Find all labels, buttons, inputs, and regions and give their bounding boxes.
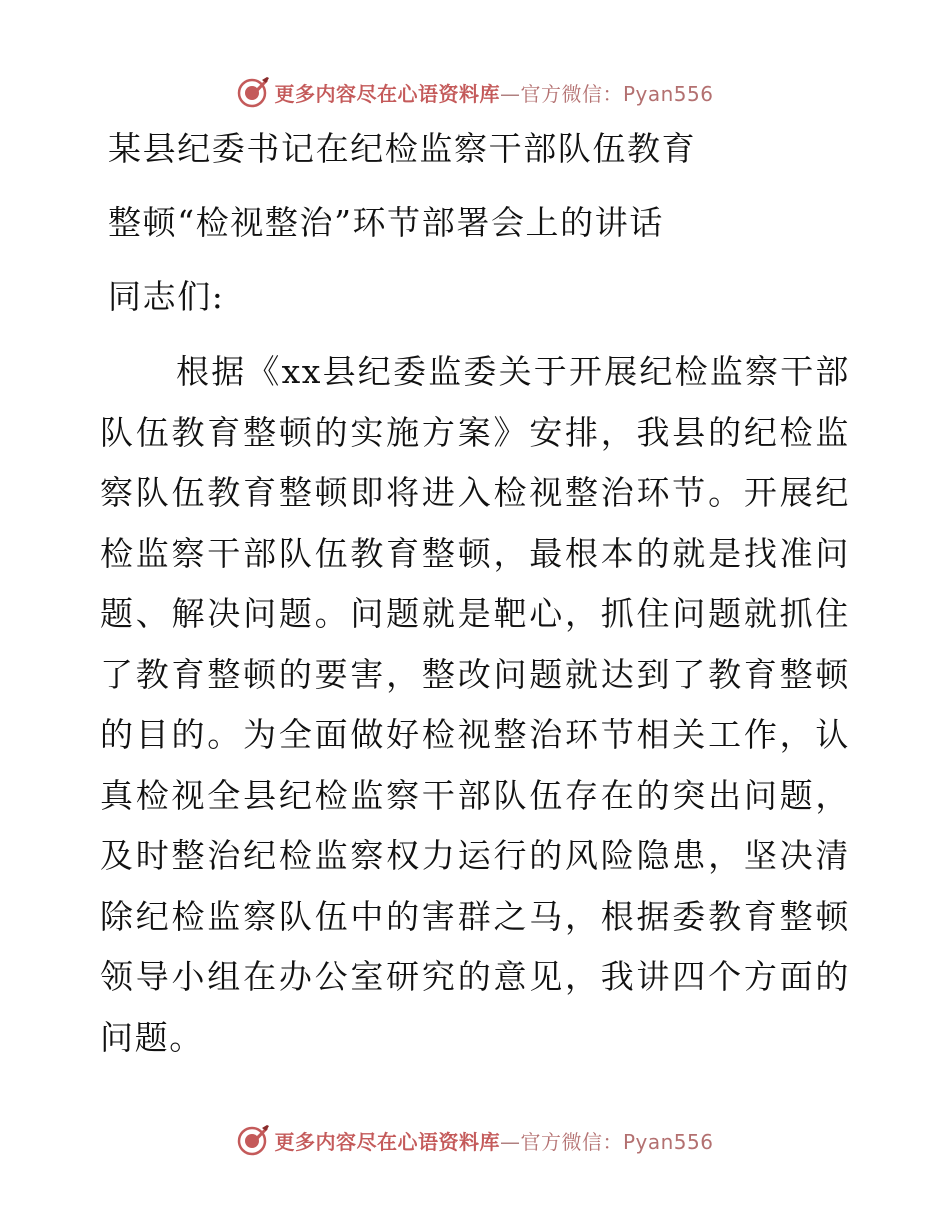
salutation: 同志们: xyxy=(108,277,225,316)
watermark-separator: — xyxy=(499,1129,521,1154)
quill-logo-icon xyxy=(236,1123,270,1157)
watermark-separator: — xyxy=(499,81,521,106)
watermark-brand: 更多内容尽在心语资料库 xyxy=(274,1129,500,1154)
quill-logo-icon xyxy=(236,75,270,109)
watermark-brand: 更多内容尽在心语资料库 xyxy=(274,81,500,106)
watermark-contact: 官方微信：Pyan556 xyxy=(520,1129,714,1154)
document-title-line-2: 整顿“检视整治”环节部署会上的讲话 xyxy=(108,203,664,242)
document-title-line-1: 某县纪委书记在纪检监察干部队伍教育 xyxy=(108,129,697,168)
body-paragraph: 根据《xx县纪委监委关于开展纪检监察干部队伍教育整顿的实施方案》安排，我县的纪检监察队伍教育整顿即将进入检视整治环节。开展纪检监察干部队伍教育整顿，最根本的就是找准问题、解决问题。问题就是靶心，抓住问题就抓住了教育整顿的要害，整改问题就达到了教育整顿的目的。为全面做好检视整治环节相关工作，认真检视全县纪检监察干部队伍存在的突出问题，及时整治纪检监察权力运行的风险隐患，坚决清除纪检监察队伍中的害群之马，根据委教育整顿领导小组在办公室研究的意见，我讲四个方面的问题。 xyxy=(100,352,850,1057)
watermark-contact: 官方微信：Pyan556 xyxy=(520,81,714,106)
watermark-text xyxy=(274,78,713,107)
watermark-text xyxy=(274,1126,713,1155)
footer-watermark xyxy=(0,1120,950,1160)
header-watermark xyxy=(0,72,950,112)
